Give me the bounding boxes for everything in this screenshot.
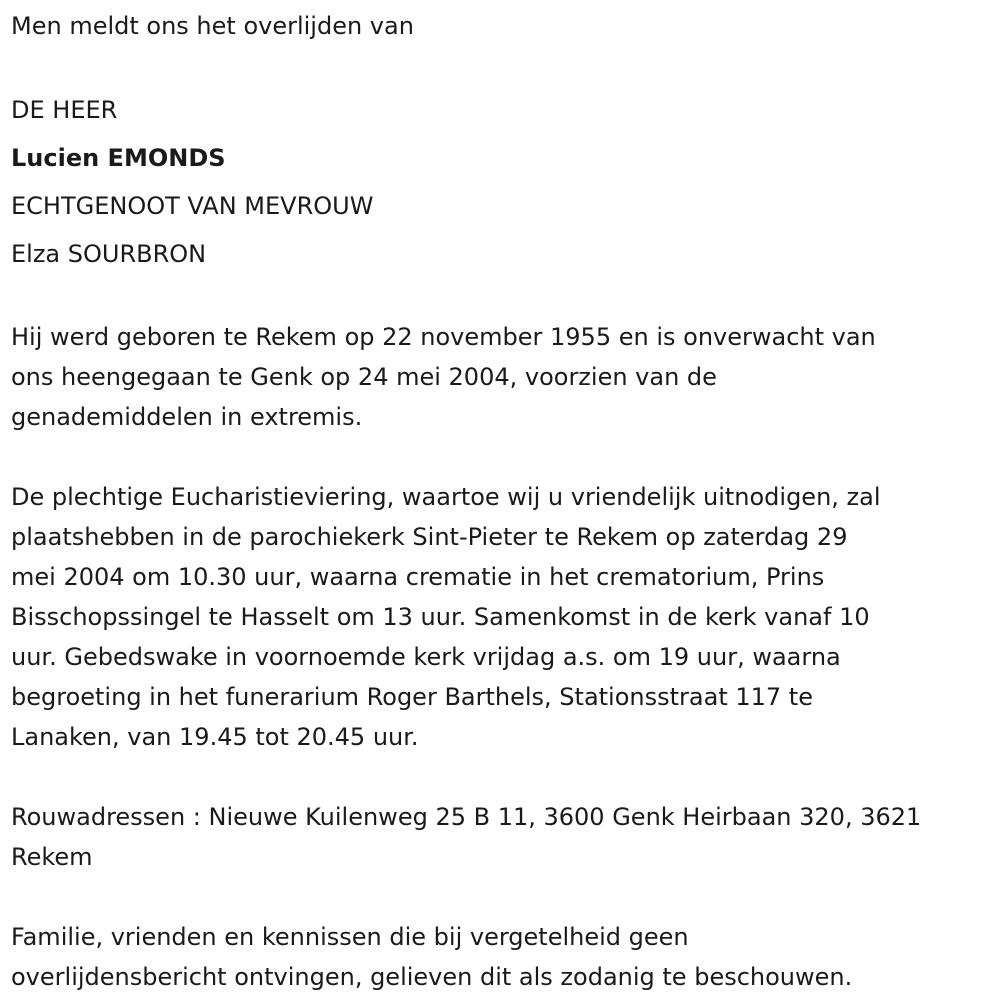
paragraph-line: plaatshebben in de parochiekerk Sint-Pieter te Rekem op zaterdag 29 bbox=[11, 523, 848, 551]
spacer bbox=[11, 278, 993, 317]
paragraph-line: Familie, vrienden en kennissen die bij vergetelheid geen bbox=[11, 923, 689, 951]
paragraph-line: De plechtige Eucharistieviering, waartoe wij u vriendelijk uitnodigen, zal bbox=[11, 483, 881, 511]
closing-paragraph bbox=[11, 917, 993, 997]
spacer bbox=[11, 46, 993, 86]
obituary-notice bbox=[11, 6, 993, 997]
paragraph-line: genademiddelen in extremis. bbox=[11, 403, 363, 431]
spouse-name: Elza SOURBRON bbox=[11, 240, 207, 268]
title-prefix: DE HEER bbox=[11, 96, 118, 124]
paragraph-line: uur. Gebedswake in voornoemde kerk vrijdag a.s. om 19 uur, waarna bbox=[11, 643, 841, 671]
paragraph-line: Rekem bbox=[11, 843, 93, 871]
ceremony-paragraph bbox=[11, 477, 993, 757]
paragraph-line: mei 2004 om 10.30 uur, waarna crematie in het crematorium, Prins bbox=[11, 563, 825, 591]
spacer bbox=[11, 437, 993, 477]
address-paragraph bbox=[11, 797, 993, 877]
paragraph-line: Lanaken, van 19.45 tot 20.45 uur. bbox=[11, 723, 419, 751]
deceased-name: Lucien EMONDS bbox=[11, 144, 226, 172]
intro-text: Men meldt ons het overlijden van bbox=[11, 12, 414, 40]
paragraph-line: ons heengegaan te Genk op 24 mei 2004, voorzien van de bbox=[11, 363, 717, 391]
spacer bbox=[11, 757, 993, 797]
paragraph-line: overlijdensbericht ontvingen, gelieven dit als zodanig te beschouwen. bbox=[11, 963, 853, 991]
paragraph-line: begroeting in het funerarium Roger Barthels, Stationsstraat 117 te bbox=[11, 683, 813, 711]
paragraph-line: Hij werd geboren te Rekem op 22 november 1955 en is onverwacht van bbox=[11, 323, 876, 351]
paragraph-line: Bisschopssingel te Hasselt om 13 uur. Samenkomst in de kerk vanaf 10 bbox=[11, 603, 870, 631]
spacer bbox=[11, 877, 993, 917]
paragraph-line: Rouwadressen : Nieuwe Kuilenweg 25 B 11, 3600 Genk Heirbaan 320, 3621 bbox=[11, 803, 922, 831]
birth-paragraph bbox=[11, 317, 993, 437]
spouse-label: ECHTGENOOT VAN MEVROUW bbox=[11, 192, 374, 220]
